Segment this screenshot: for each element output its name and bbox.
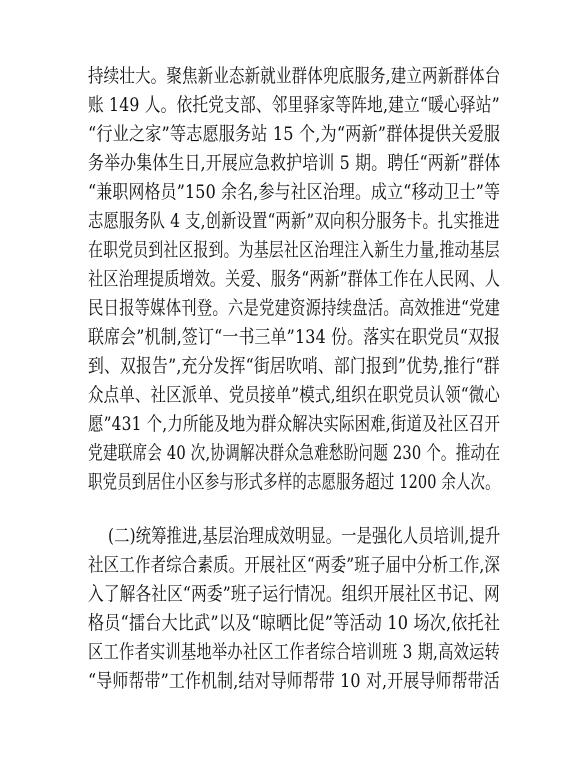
text-line: 在职党员到社区报到。为基层社区治理注入新生力量,推动基层 [88,239,500,261]
text-line: 区工作者实训基地举办社区工作者综合培训班 3 期,高效运转 [88,641,501,663]
text-line: 账 149 人。依托党支部、邻里驿家等阵地,建立“暖心驿站” [88,94,500,116]
text-line: 务举办集体生日,开展应急救护培训 5 期。聘任“两新”群体 [88,152,501,174]
text-line: 愿”431 个,力所能及地为群众解决实际困难,街道及社区召开 [88,413,501,435]
text-line: 民日报等媒体刊登。六是党建资源持续盘活。高效推进“党建 [88,297,501,319]
text-line: 持续壮大。聚焦新业态新就业群体兜底服务,建立两新群体台 [88,65,501,87]
text-line: 入了解各社区“两委”班子运行情况。组织开展社区书记、网 [88,583,500,605]
text-line: 职党员到居住小区参与形式多样的志愿服务超过 1200 余人次。 [88,471,500,493]
text-line: 联席会”机制,签订“一书三单”134 份。落实在职党员“双报 [88,326,501,348]
text-line: “导师帮带”工作机制,结对导师帮带 10 对,开展导师帮带活 [88,670,500,692]
text-line: 社区工作者综合素质。开展社区“两委”班子届中分析工作,深 [88,554,501,576]
text-line: 社区治理提质增效。关爱、服务“两新”群体工作在人民网、人 [88,268,501,290]
text-line: 志愿服务队 4 支,创新设置“两新”双向积分服务卡。扎实推进 [88,210,500,232]
text-line: 党建联席会 40 次,协调解决群众急难愁盼问题 230 个。推动在 [88,442,501,464]
text-line: 到、双报告”,充分发挥“街居吹哨、部门报到”优势,推行“群 [88,355,500,377]
text-line: 格员“擂台大比武”以及“晾晒比促”等活动 10 场次,依托社 [88,612,501,634]
text-line: 众点单、社区派单、党员接单”模式,组织在职党员认领“微心 [88,384,501,406]
text-line: (二)统筹推进,基层治理成效明显。一是强化人员培训,提升 [88,525,501,547]
text-line: “行业之家”等志愿服务站 15 个,为“两新”群体提供关爱服 [88,123,501,145]
text-line: “兼职网格员”150 余名,参与社区治理。成立“移动卫士”等 [88,181,501,203]
